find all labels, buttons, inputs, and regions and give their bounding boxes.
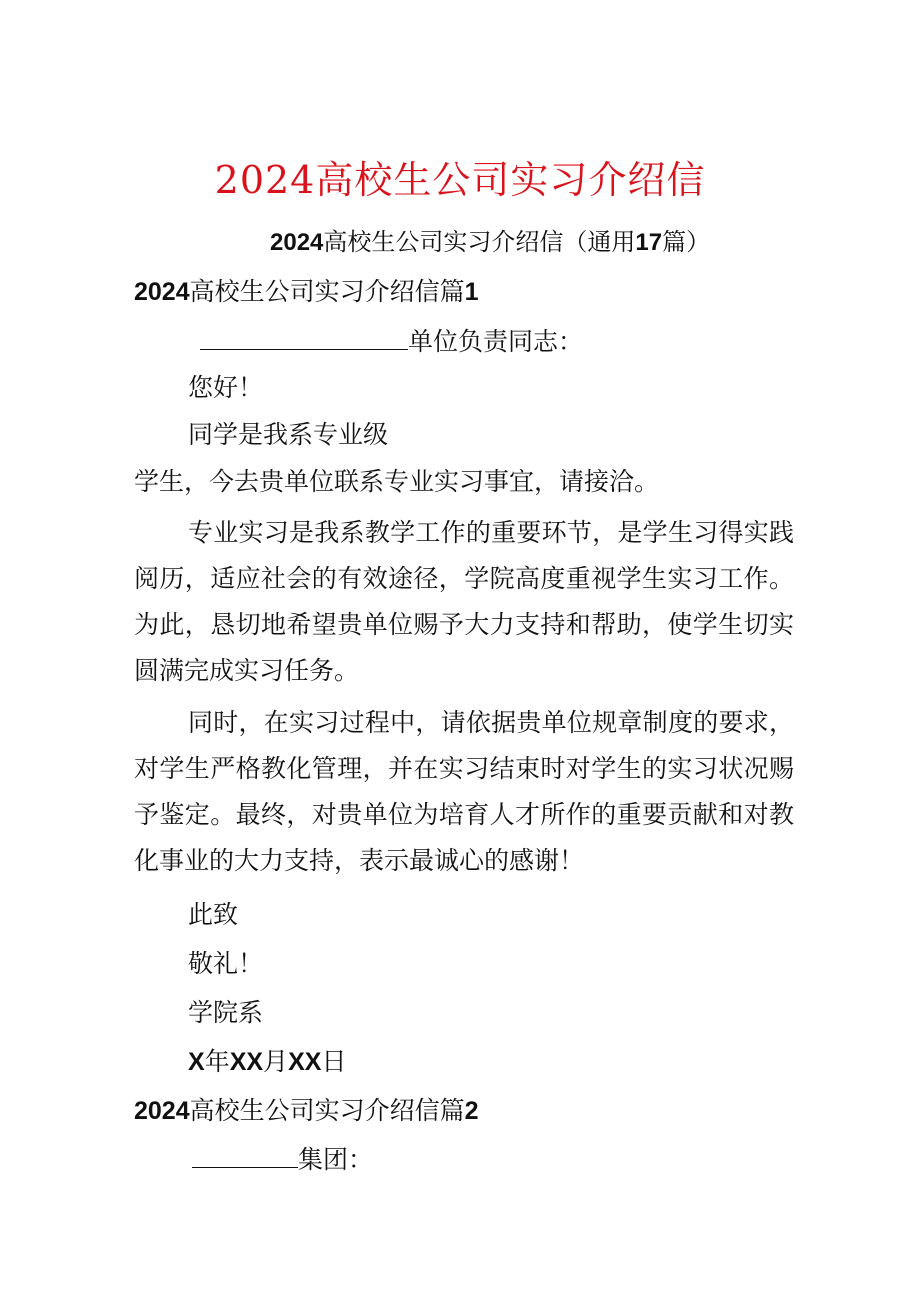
document-title: 2024高校生公司实习介绍信 bbox=[214, 158, 706, 202]
subtitle-year: 2024 bbox=[270, 229, 324, 256]
section1-date bbox=[188, 1042, 346, 1082]
section1-heading-text: 高校生公司实习介绍信篇 bbox=[189, 277, 465, 306]
section2-heading-year: 2024 bbox=[134, 1097, 190, 1125]
date-year-label: 年 bbox=[204, 1047, 230, 1076]
section1-paragraph2: 同时，在实习过程中，请依据贵单位规章制度的要求，对学生严格教化管理，并在实习结束时对学生的实习状况赐予鉴定。最终，对贵单位为培育人才所作的重要贡献和对教化事业的大力支持，表示最诚心的感谢！ bbox=[134, 708, 794, 875]
date-month-label: 月 bbox=[263, 1047, 289, 1076]
section1-heading bbox=[134, 272, 479, 312]
date-day-label: 日 bbox=[321, 1047, 347, 1076]
section2-addressee: 集团： bbox=[298, 1145, 374, 1174]
date-month-value: XX bbox=[229, 1048, 264, 1076]
section1-line2: 学生，今去贵单位联系专业实习事宜，请接洽。 bbox=[134, 467, 660, 496]
section1-line1: 同学是我系专业级 bbox=[188, 420, 389, 449]
section1-addressee-line bbox=[200, 322, 583, 362]
section2-heading-index: 2 bbox=[464, 1097, 479, 1125]
section2-addressee-blank bbox=[192, 1141, 298, 1168]
section1-heading-index: 1 bbox=[464, 278, 479, 306]
subtitle-count: 17 bbox=[635, 229, 663, 256]
section1-closing2: 敬礼！ bbox=[188, 949, 264, 978]
date-x: X bbox=[188, 1048, 205, 1076]
addressee-blank bbox=[200, 323, 408, 350]
section1-greeting: 您好！ bbox=[188, 373, 264, 402]
section1-closing1: 此致 bbox=[188, 900, 239, 929]
section1-addressee: 单位负责同志： bbox=[408, 327, 584, 356]
date-day-value: XX bbox=[288, 1048, 322, 1076]
subtitle-text: 高校生公司实习介绍信（通用 bbox=[323, 228, 636, 256]
section2-heading bbox=[134, 1091, 479, 1131]
section1-signature: 学院系 bbox=[188, 998, 264, 1027]
section2-addressee-line bbox=[192, 1140, 373, 1180]
document-subtitle bbox=[270, 222, 710, 263]
section1-heading-year: 2024 bbox=[134, 278, 190, 306]
section2-heading-text: 高校生公司实习介绍信篇 bbox=[189, 1096, 465, 1125]
subtitle-end: 篇） bbox=[662, 228, 711, 256]
section1-paragraph1: 专业实习是我系教学工作的重要环节，是学生习得实践阅历，适应社会的有效途径，学院高度重视学生实习工作。为此，恳切地希望贵单位赐予大力支持和帮助，使学生切实圆满完成实习任务。 bbox=[134, 518, 794, 685]
